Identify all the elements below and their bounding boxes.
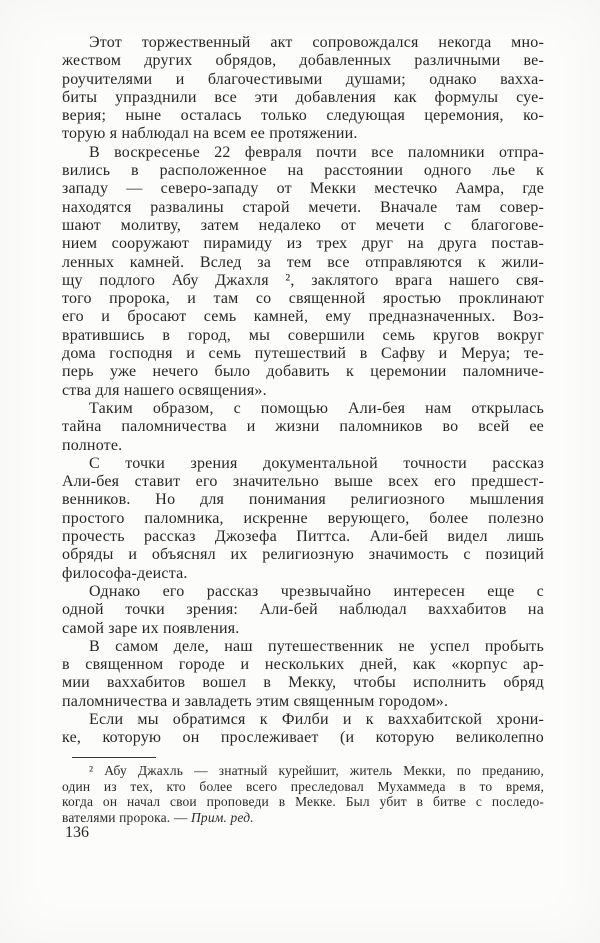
text-line: того пророка, и там со священной яростью проклинают [62,290,544,308]
text-line: ленных камней. Вслед за тем все отправляются к жили- [62,253,544,271]
text-line: перь уже нечего было добавить к церемонии паломниче- [62,363,544,381]
text-line: находятся развалины старой мечети. Вначале там совер- [62,198,544,216]
footnote-text: ² Абу Джахль — знатный курейшит, житель Мекки, по преданию, [89,763,544,778]
text-line: мии ваххабитов вошел в Мекку, чтобы исполнить обряд [62,674,544,692]
text-line: жеством других обрядов, добавленных различными ве- [62,52,544,70]
footnote-separator [72,757,156,758]
footnote-text: когда он начал свои проповеди в Мекке. Был убит в битве с последо- [62,794,544,810]
text-line: нием сооружают пирамиду из трех друг на друга постав- [62,235,544,253]
text-line: вратившись в город, мы совершили семь кругов вокруг [62,326,544,344]
footnote-line [62,810,544,826]
footnote-line [62,763,544,779]
text-line: В самом деле, наш путешественник не успел пробыть [89,637,544,655]
text-line: щу подлого Абу Джахля ², заклятого врага нашего свя- [62,271,544,289]
text-line: прочесть рассказ Джозефа Питтса. Али-бей видел лишь [62,528,544,546]
text-line: философа-деиста. [62,564,188,582]
text-line: венников. Но для понимания религиозного мышления [62,491,544,509]
text-line: дома господня и семь путешествий в Сафву и Меруа; те- [62,345,544,363]
text-line: роучителями и благочестивыми душами; однако вахха- [62,70,544,88]
text-line: ства для нашего освящения». [62,381,267,399]
main-text [62,34,544,748]
text-line: тайна паломничества и жизни паломников во всей ее [62,418,544,436]
page-number: 136 [65,824,89,841]
footnote-line [62,794,544,810]
text-line: Таким образом, с помощью Али-бея нам открылась [89,399,544,417]
text-line: полноте. [62,436,123,454]
text-line: одной точки зрения: Али-бей наблюдал ваххабитов на [62,601,544,619]
text-line: верия; ныне осталась только следующая церемония, ко- [62,107,544,125]
text-line: С точки зрения документальной точности рассказ [89,454,544,472]
footnote-line [62,779,544,795]
text-line: биты упразднили все эти добавления как формулы суе- [62,88,544,106]
text-line: торую я наблюдал на всем ее протяжении. [62,125,358,143]
text-line: шают молитву, затем недалеко от мечети с благогове- [62,216,544,234]
footnote-text: один из тех, кто более всего преследовал Мухаммеда в то время, [62,778,544,794]
text-line: обряды и объяснял их религиозную значимость с позиций [62,546,544,564]
footnote [62,763,544,825]
text-line: Однако его рассказ чрезвычайно интересен еще с [89,582,544,600]
text-line: западу — северо-западу от Мекки местечко Аамра, где [62,180,544,198]
text-line: В воскресенье 22 февраля почти все паломники отпра- [89,143,544,161]
text-line: Али-бея ставит его значительно выше всех его предшест- [62,473,544,491]
text-line: Если мы обратимся к Филби и к ваххабитской хрони- [89,710,544,728]
footnote-text: вателями пророка. — [62,809,192,825]
footnote-editor-note: Прим. ред. [191,809,254,825]
text-line: его и бросают семь камней, ему предназначенных. Воз- [62,308,544,326]
text-line: вились в расположенное на расстоянии одного лье к [62,162,544,180]
text-line: ке, которую он прослеживает (и которую великолепно [62,729,544,747]
text-line: самой заре их появления. [62,619,240,637]
text-line: паломничества и завладеть этим священным городом». [62,692,449,710]
text-line: Этот торжественный акт сопровождался некогда мно- [89,34,544,51]
text-line: простого паломника, искренне верующего, более полезно [62,509,544,527]
text-line: в священном городе и нескольких дней, как «корпус ар- [62,656,544,674]
